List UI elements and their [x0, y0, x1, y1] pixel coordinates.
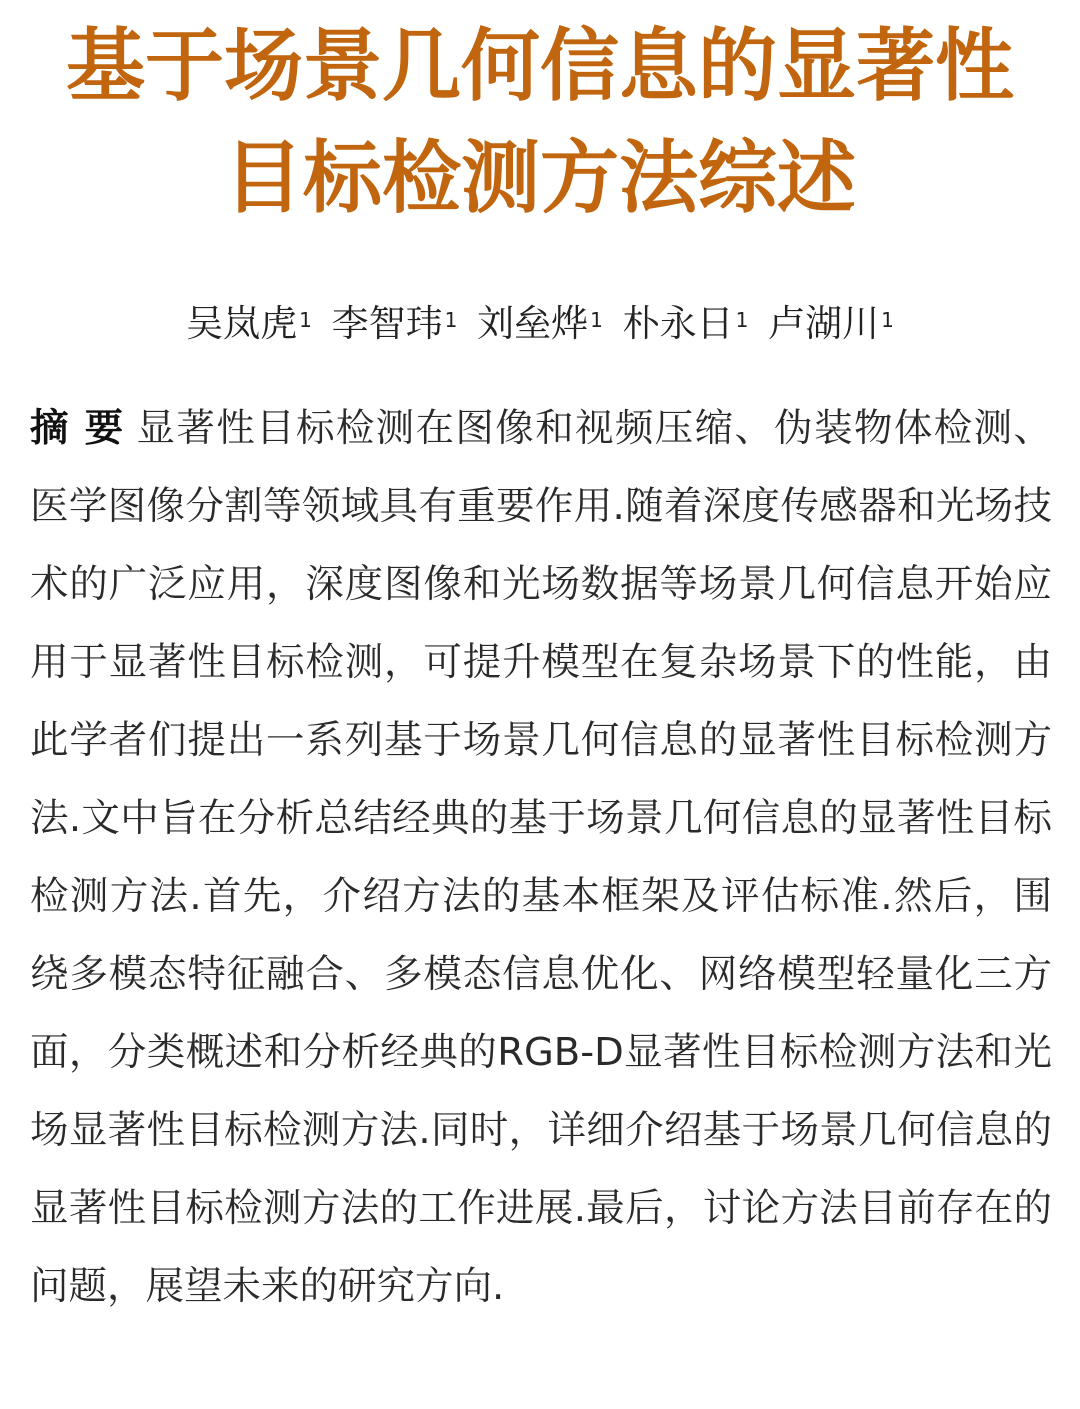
- affiliation-mark: 1: [735, 308, 749, 332]
- affiliation-mark: 1: [881, 308, 894, 332]
- author: [768, 302, 894, 345]
- author: [332, 302, 458, 345]
- abstract-label: 摘 要: [30, 406, 125, 451]
- abstract-text: 显著性目标检测在图像和视频压缩、伪装物体检测、医学图像分割等领域具有重要作用.随着深度传感器和光场技术的广泛应用，深度图像和光场数据等场景几何信息开始应用于显著性目标检测，可提升模型在复杂场景下的性能，由此学者们提出一系列基于场景几何信息的显著性目标检测方法.文中旨在分析总结经典的基于场景几何信息的显著性目标检测方法.首先，介绍方法的基本框架及评估标准.然后，围绕多模态特征融合、多模态信息优化、网络模型轻量化三方面，分类概述和分析经典的RGB-D显著性目标检测方法和光场显著性目标检测方法.同时，详细介绍基于场景几何信息的显著性目标检测方法的工作进展.最后，讨论方法目前存在的问题，展望未来的研究方向.: [30, 406, 1052, 1309]
- article-title: 基于场景几何信息的显著性目标检测方法综述: [66, 20, 1014, 224]
- affiliation-mark: 1: [299, 308, 312, 332]
- author-name: 卢湖川: [768, 302, 880, 345]
- author: [477, 302, 603, 345]
- author: [186, 302, 312, 345]
- abstract: [30, 390, 1052, 1326]
- author: [623, 302, 749, 345]
- author-list: [0, 296, 1080, 352]
- author-name: 刘垒烨: [477, 302, 589, 345]
- affiliation-mark: 1: [444, 308, 458, 332]
- author-name: 吴岚虎: [186, 302, 298, 345]
- author-name: 李智玮: [331, 302, 443, 345]
- affiliation-mark: 1: [590, 308, 603, 332]
- author-name: 朴永日: [622, 302, 734, 345]
